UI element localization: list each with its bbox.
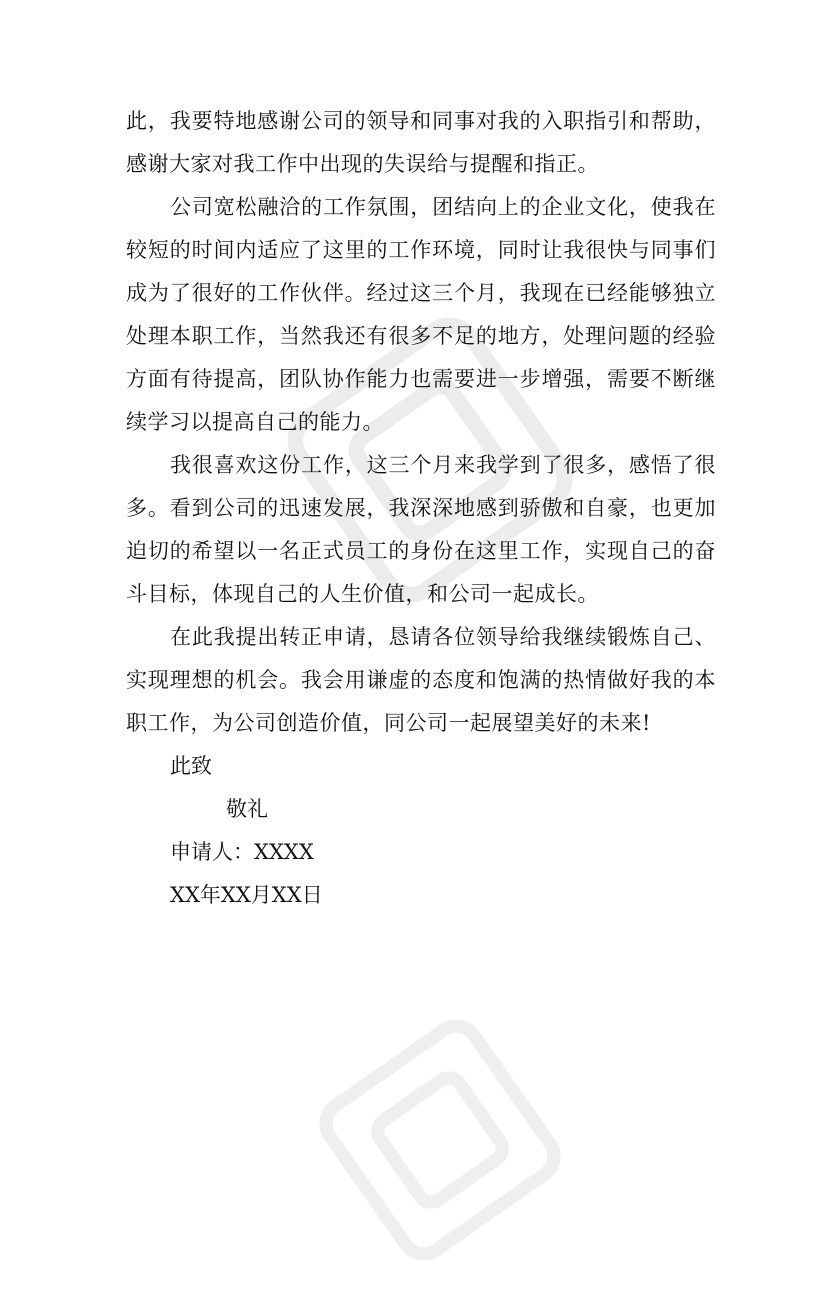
salutation: 敬礼	[226, 797, 268, 821]
paragraph-work-atmosphere: 公司宽松融洽的工作氛围，团结向上的企业文化，使我在较短的时间内适应了这里的工作环境，同时让我很快与同事们成为了很好的工作伙伴。经过这三个月，我现在已经能够独立处理本职工作，当然我还有很多不足的地方，处理问题的经验方面有待提高，团队协作能力也需要进一步增强，需要不断继续学习以提高自己的能力。	[126, 195, 716, 434]
letter-date: XX年XX月XX日	[170, 883, 323, 907]
closing-phrase: 此致	[170, 754, 212, 778]
watermark-logo-icon-bottom	[287, 987, 593, 1293]
letter-body	[126, 100, 716, 917]
applicant-signature: 申请人：XXXX	[170, 840, 314, 864]
paragraph-enjoy-work: 我很喜欢这份工作，这三个月来我学到了很多，感悟了很多。看到公司的迅速发展，我深深地感到骄傲和自豪，也更加迫切的希望以一名正式员工的身份在这里工作，实现自己的奋斗目标，体现自己的人生价值，和公司一起成长。	[126, 453, 716, 606]
paragraph-application: 在此我提出转正申请，恳请各位领导给我继续锻炼自己、实现理想的机会。我会用谦虚的态度和饱满的热情做好我的本职工作，为公司创造价值，同公司一起展望美好的未来!	[126, 625, 716, 735]
paragraph-continuation: 此，我要特地感谢公司的领导和同事对我的入职指引和帮助，感谢大家对我工作中出现的失误给与提醒和指正。	[126, 109, 716, 176]
